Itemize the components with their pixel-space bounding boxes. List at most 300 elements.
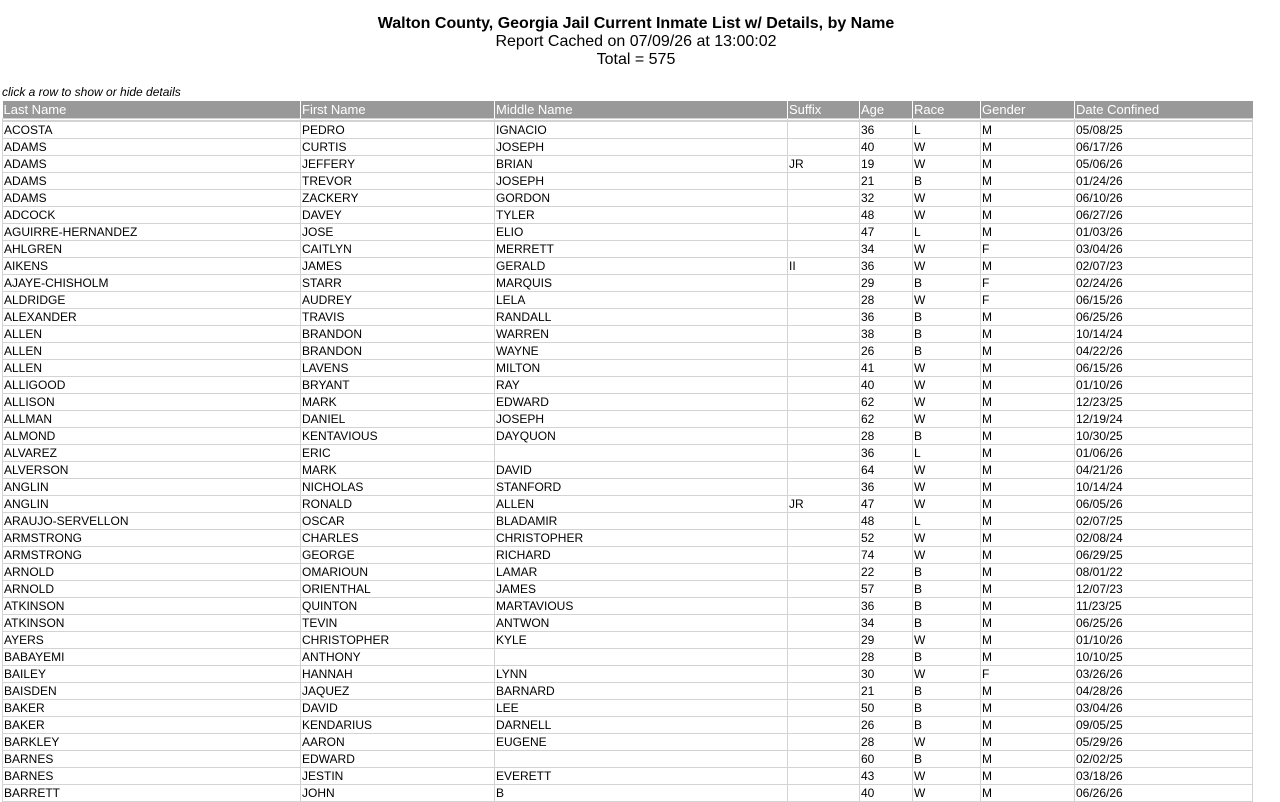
age-cell: 28 (860, 734, 913, 751)
suffix-cell (788, 292, 860, 309)
gender-cell: M (981, 700, 1075, 717)
last-name-cell: AYERS (3, 632, 301, 649)
race-cell: B (913, 581, 981, 598)
last-name-cell: ADCOCK (3, 207, 301, 224)
middle-name-cell: WARREN (495, 326, 788, 343)
date-confined-cell: 06/10/26 (1075, 190, 1253, 207)
gender-cell: M (981, 734, 1075, 751)
table-row[interactable] (3, 530, 1253, 547)
column-header-suffix[interactable]: Suffix (788, 101, 860, 119)
table-row[interactable] (3, 683, 1253, 700)
report-cached-timestamp: Report Cached on 07/09/26 at 13:00:02 (495, 33, 777, 50)
gender-cell: M (981, 207, 1075, 224)
age-cell: 29 (860, 275, 913, 292)
table-row[interactable] (3, 241, 1253, 258)
table-row[interactable] (3, 326, 1253, 343)
date-confined-cell: 06/25/26 (1075, 615, 1253, 632)
inmate-table (2, 101, 1253, 802)
table-row[interactable] (3, 479, 1253, 496)
gender-cell: M (981, 139, 1075, 156)
last-name-cell: ALLEN (3, 326, 301, 343)
middle-name-cell: ELIO (495, 224, 788, 241)
middle-name-cell: RICHARD (495, 547, 788, 564)
middle-name-cell (495, 445, 788, 462)
age-cell: 21 (860, 173, 913, 190)
table-row[interactable] (3, 717, 1253, 734)
column-header-first-name[interactable]: First Name (301, 101, 495, 119)
first-name-cell: LAVENS (301, 360, 495, 377)
last-name-cell: ALMOND (3, 428, 301, 445)
last-name-cell: ARMSTRONG (3, 530, 301, 547)
first-name-cell: AUDREY (301, 292, 495, 309)
age-cell: 26 (860, 343, 913, 360)
race-cell: W (913, 156, 981, 173)
age-cell: 62 (860, 394, 913, 411)
race-cell: W (913, 785, 981, 802)
gender-cell: M (981, 173, 1075, 190)
table-row[interactable] (3, 734, 1253, 751)
last-name-cell: ANGLIN (3, 479, 301, 496)
suffix-cell (788, 241, 860, 258)
last-name-cell: ADAMS (3, 173, 301, 190)
age-cell: 34 (860, 615, 913, 632)
table-row[interactable] (3, 343, 1253, 360)
gender-cell: M (981, 598, 1075, 615)
suffix-cell (788, 666, 860, 683)
race-cell: W (913, 360, 981, 377)
race-cell: B (913, 564, 981, 581)
table-row[interactable] (3, 258, 1253, 275)
age-cell: 36 (860, 479, 913, 496)
gender-cell: F (981, 275, 1075, 292)
last-name-cell: ARNOLD (3, 581, 301, 598)
date-confined-cell: 05/08/25 (1075, 121, 1253, 139)
gender-cell: M (981, 513, 1075, 530)
gender-cell: M (981, 224, 1075, 241)
suffix-cell (788, 326, 860, 343)
race-cell: L (913, 224, 981, 241)
suffix-cell (788, 190, 860, 207)
suffix-cell (788, 564, 860, 581)
date-confined-cell: 01/10/26 (1075, 632, 1253, 649)
gender-cell: M (981, 632, 1075, 649)
table-row[interactable] (3, 309, 1253, 326)
last-name-cell: ALVERSON (3, 462, 301, 479)
last-name-cell: ALVAREZ (3, 445, 301, 462)
first-name-cell: BRANDON (301, 343, 495, 360)
suffix-cell (788, 207, 860, 224)
race-cell: B (913, 683, 981, 700)
table-row[interactable] (3, 428, 1253, 445)
first-name-cell: CAITLYN (301, 241, 495, 258)
age-cell: 40 (860, 785, 913, 802)
gender-cell: M (981, 785, 1075, 802)
age-cell: 22 (860, 564, 913, 581)
middle-name-cell: DAVID (495, 462, 788, 479)
middle-name-cell: LELA (495, 292, 788, 309)
age-cell: 36 (860, 309, 913, 326)
column-header-gender[interactable]: Gender (981, 101, 1075, 119)
first-name-cell: TEVIN (301, 615, 495, 632)
date-confined-cell: 06/26/26 (1075, 785, 1253, 802)
date-confined-cell: 08/01/22 (1075, 564, 1253, 581)
last-name-cell: ALLIGOOD (3, 377, 301, 394)
date-confined-cell: 01/03/26 (1075, 224, 1253, 241)
gender-cell: M (981, 649, 1075, 666)
last-name-cell: ATKINSON (3, 598, 301, 615)
suffix-cell (788, 445, 860, 462)
date-confined-cell: 04/22/26 (1075, 343, 1253, 360)
last-name-cell: ATKINSON (3, 615, 301, 632)
suffix-cell (788, 173, 860, 190)
age-cell: 47 (860, 224, 913, 241)
suffix-cell (788, 428, 860, 445)
table-row[interactable] (3, 156, 1253, 173)
last-name-cell: AIKENS (3, 258, 301, 275)
table-row[interactable] (3, 632, 1253, 649)
first-name-cell: JEFFERY (301, 156, 495, 173)
first-name-cell: HANNAH (301, 666, 495, 683)
date-confined-cell: 04/28/26 (1075, 683, 1253, 700)
last-name-cell: ALEXANDER (3, 309, 301, 326)
gender-cell: M (981, 258, 1075, 275)
date-confined-cell: 06/25/26 (1075, 309, 1253, 326)
column-header-last-name[interactable]: Last Name (3, 101, 301, 119)
last-name-cell: ANGLIN (3, 496, 301, 513)
table-row[interactable] (3, 615, 1253, 632)
last-name-cell: BARKLEY (3, 734, 301, 751)
gender-cell: M (981, 564, 1075, 581)
first-name-cell: KENDARIUS (301, 717, 495, 734)
age-cell: 30 (860, 666, 913, 683)
age-cell: 74 (860, 547, 913, 564)
date-confined-cell: 06/29/25 (1075, 547, 1253, 564)
middle-name-cell: GORDON (495, 190, 788, 207)
race-cell: W (913, 292, 981, 309)
date-confined-cell: 02/07/25 (1075, 513, 1253, 530)
first-name-cell: JAMES (301, 258, 495, 275)
last-name-cell: BABAYEMI (3, 649, 301, 666)
race-cell: L (913, 445, 981, 462)
age-cell: 41 (860, 360, 913, 377)
race-cell: B (913, 717, 981, 734)
middle-name-cell: TYLER (495, 207, 788, 224)
gender-cell: F (981, 292, 1075, 309)
table-row[interactable] (3, 768, 1253, 785)
first-name-cell: ZACKERY (301, 190, 495, 207)
last-name-cell: AGUIRRE-HERNANDEZ (3, 224, 301, 241)
first-name-cell: JAQUEZ (301, 683, 495, 700)
table-row[interactable] (3, 394, 1253, 411)
date-confined-cell: 01/24/26 (1075, 173, 1253, 190)
middle-name-cell: EUGENE (495, 734, 788, 751)
suffix-cell (788, 513, 860, 530)
date-confined-cell: 01/10/26 (1075, 377, 1253, 394)
table-row[interactable] (3, 360, 1253, 377)
gender-cell: M (981, 717, 1075, 734)
age-cell: 38 (860, 326, 913, 343)
middle-name-cell: BARNARD (495, 683, 788, 700)
date-confined-cell: 03/26/26 (1075, 666, 1253, 683)
age-cell: 21 (860, 683, 913, 700)
last-name-cell: AHLGREN (3, 241, 301, 258)
first-name-cell: EDWARD (301, 751, 495, 768)
table-row[interactable] (3, 666, 1253, 683)
suffix-cell (788, 394, 860, 411)
last-name-cell: ALLISON (3, 394, 301, 411)
gender-cell: M (981, 496, 1075, 513)
date-confined-cell: 12/19/24 (1075, 411, 1253, 428)
gender-cell: M (981, 190, 1075, 207)
age-cell: 64 (860, 462, 913, 479)
race-cell: W (913, 241, 981, 258)
age-cell: 26 (860, 717, 913, 734)
date-confined-cell: 06/15/26 (1075, 360, 1253, 377)
last-name-cell: BARNES (3, 751, 301, 768)
table-header-row (3, 101, 1253, 119)
age-cell: 40 (860, 139, 913, 156)
gender-cell: M (981, 768, 1075, 785)
middle-name-cell: EDWARD (495, 394, 788, 411)
gender-cell: M (981, 428, 1075, 445)
table-row[interactable] (3, 581, 1253, 598)
first-name-cell: JOSE (301, 224, 495, 241)
gender-cell: F (981, 241, 1075, 258)
age-cell: 28 (860, 649, 913, 666)
suffix-cell (788, 598, 860, 615)
last-name-cell: BAKER (3, 700, 301, 717)
gender-cell: M (981, 462, 1075, 479)
gender-cell: F (981, 666, 1075, 683)
last-name-cell: BAISDEN (3, 683, 301, 700)
last-name-cell: BAKER (3, 717, 301, 734)
table-row[interactable] (3, 462, 1253, 479)
middle-name-cell: RAY (495, 377, 788, 394)
gender-cell: M (981, 121, 1075, 139)
gender-cell: M (981, 547, 1075, 564)
age-cell: 62 (860, 411, 913, 428)
age-cell: 28 (860, 428, 913, 445)
last-name-cell: ADAMS (3, 139, 301, 156)
table-row[interactable] (3, 496, 1253, 513)
suffix-cell (788, 700, 860, 717)
report-title: Walton County, Georgia Jail Current Inmate List w/ Details, by Name (377, 15, 895, 32)
race-cell: W (913, 139, 981, 156)
suffix-cell (788, 121, 860, 139)
table-row[interactable] (3, 649, 1253, 666)
date-confined-cell: 01/06/26 (1075, 445, 1253, 462)
gender-cell: M (981, 156, 1075, 173)
age-cell: 19 (860, 156, 913, 173)
table-row[interactable] (3, 564, 1253, 581)
suffix-cell (788, 785, 860, 802)
last-name-cell: ALLMAN (3, 411, 301, 428)
race-cell: W (913, 411, 981, 428)
table-body (3, 119, 1253, 802)
first-name-cell: ANTHONY (301, 649, 495, 666)
age-cell: 36 (860, 258, 913, 275)
date-confined-cell: 06/05/26 (1075, 496, 1253, 513)
table-row[interactable] (3, 785, 1253, 802)
age-cell: 36 (860, 445, 913, 462)
race-cell: B (913, 275, 981, 292)
race-cell: L (913, 121, 981, 139)
last-name-cell: ARNOLD (3, 564, 301, 581)
gender-cell: M (981, 479, 1075, 496)
suffix-cell (788, 632, 860, 649)
suffix-cell: JR (788, 156, 860, 173)
middle-name-cell: GERALD (495, 258, 788, 275)
middle-name-cell: LEE (495, 700, 788, 717)
first-name-cell: PEDRO (301, 121, 495, 139)
race-cell: B (913, 615, 981, 632)
last-name-cell: ADAMS (3, 156, 301, 173)
date-confined-cell: 03/04/26 (1075, 241, 1253, 258)
race-cell: L (913, 513, 981, 530)
date-confined-cell: 11/23/25 (1075, 598, 1253, 615)
table-row[interactable] (3, 411, 1253, 428)
race-cell: B (913, 428, 981, 445)
table-row[interactable] (3, 139, 1253, 156)
table-row[interactable] (3, 224, 1253, 241)
race-cell: W (913, 768, 981, 785)
table-row[interactable] (3, 751, 1253, 768)
suffix-cell (788, 479, 860, 496)
middle-name-cell: JAMES (495, 581, 788, 598)
last-name-cell: ACOSTA (3, 121, 301, 139)
date-confined-cell: 03/18/26 (1075, 768, 1253, 785)
suffix-cell (788, 734, 860, 751)
race-cell: B (913, 598, 981, 615)
first-name-cell: CHARLES (301, 530, 495, 547)
middle-name-cell (495, 649, 788, 666)
date-confined-cell: 02/24/26 (1075, 275, 1253, 292)
middle-name-cell: LYNN (495, 666, 788, 683)
race-cell: W (913, 258, 981, 275)
race-cell: W (913, 377, 981, 394)
first-name-cell: ORIENTHAL (301, 581, 495, 598)
middle-name-cell: STANFORD (495, 479, 788, 496)
suffix-cell (788, 462, 860, 479)
race-cell: B (913, 649, 981, 666)
date-confined-cell: 02/08/24 (1075, 530, 1253, 547)
gender-cell: M (981, 411, 1075, 428)
table-row[interactable] (3, 173, 1253, 190)
age-cell: 32 (860, 190, 913, 207)
suffix-cell: JR (788, 496, 860, 513)
suffix-cell (788, 343, 860, 360)
table-row[interactable] (3, 121, 1253, 139)
table-row[interactable] (3, 190, 1253, 207)
race-cell: B (913, 309, 981, 326)
gender-cell: M (981, 615, 1075, 632)
report-header (0, 15, 1280, 69)
column-header-race[interactable]: Race (913, 101, 981, 119)
first-name-cell: DAVEY (301, 207, 495, 224)
gender-cell: M (981, 581, 1075, 598)
suffix-cell (788, 683, 860, 700)
race-cell: B (913, 751, 981, 768)
suffix-cell (788, 547, 860, 564)
last-name-cell: AJAYE-CHISHOLM (3, 275, 301, 292)
table-row[interactable] (3, 292, 1253, 309)
middle-name-cell: JOSEPH (495, 139, 788, 156)
age-cell: 40 (860, 377, 913, 394)
last-name-cell: ADAMS (3, 190, 301, 207)
first-name-cell: AARON (301, 734, 495, 751)
age-cell: 52 (860, 530, 913, 547)
middle-name-cell: WAYNE (495, 343, 788, 360)
race-cell: W (913, 496, 981, 513)
last-name-cell: BAILEY (3, 666, 301, 683)
column-header-age[interactable]: Age (860, 101, 913, 119)
table-row[interactable] (3, 207, 1253, 224)
race-cell: W (913, 190, 981, 207)
suffix-cell (788, 377, 860, 394)
suffix-cell (788, 309, 860, 326)
middle-name-cell: KYLE (495, 632, 788, 649)
race-cell: B (913, 343, 981, 360)
suffix-cell (788, 649, 860, 666)
first-name-cell: RONALD (301, 496, 495, 513)
suffix-cell: II (788, 258, 860, 275)
race-cell: B (913, 173, 981, 190)
date-confined-cell: 06/17/26 (1075, 139, 1253, 156)
table-row[interactable] (3, 700, 1253, 717)
suffix-cell (788, 411, 860, 428)
last-name-cell: ALDRIDGE (3, 292, 301, 309)
middle-name-cell: EVERETT (495, 768, 788, 785)
date-confined-cell: 12/23/25 (1075, 394, 1253, 411)
first-name-cell: OMARIOUN (301, 564, 495, 581)
last-name-cell: ARMSTRONG (3, 547, 301, 564)
race-cell: W (913, 394, 981, 411)
age-cell: 48 (860, 513, 913, 530)
table-row[interactable] (3, 275, 1253, 292)
middle-name-cell: MARTAVIOUS (495, 598, 788, 615)
age-cell: 36 (860, 121, 913, 139)
race-cell: W (913, 207, 981, 224)
table-row[interactable] (3, 547, 1253, 564)
first-name-cell: DAVID (301, 700, 495, 717)
column-header-date-confined[interactable]: Date Confined (1075, 101, 1253, 119)
middle-name-cell: RANDALL (495, 309, 788, 326)
age-cell: 47 (860, 496, 913, 513)
age-cell: 28 (860, 292, 913, 309)
table-row[interactable] (3, 513, 1253, 530)
table-row[interactable] (3, 598, 1253, 615)
date-confined-cell: 02/07/23 (1075, 258, 1253, 275)
gender-cell: M (981, 530, 1075, 547)
middle-name-cell: CHRISTOPHER (495, 530, 788, 547)
first-name-cell: GEORGE (301, 547, 495, 564)
race-cell: W (913, 462, 981, 479)
date-confined-cell: 10/14/24 (1075, 326, 1253, 343)
date-confined-cell: 05/06/26 (1075, 156, 1253, 173)
middle-name-cell: JOSEPH (495, 173, 788, 190)
middle-name-cell: DARNELL (495, 717, 788, 734)
date-confined-cell: 06/15/26 (1075, 292, 1253, 309)
gender-cell: M (981, 751, 1075, 768)
table-row[interactable] (3, 377, 1253, 394)
column-header-middle-name[interactable]: Middle Name (495, 101, 788, 119)
age-cell: 36 (860, 598, 913, 615)
middle-name-cell: MILTON (495, 360, 788, 377)
table-row[interactable] (3, 445, 1253, 462)
middle-name-cell: JOSEPH (495, 411, 788, 428)
age-cell: 34 (860, 241, 913, 258)
first-name-cell: STARR (301, 275, 495, 292)
